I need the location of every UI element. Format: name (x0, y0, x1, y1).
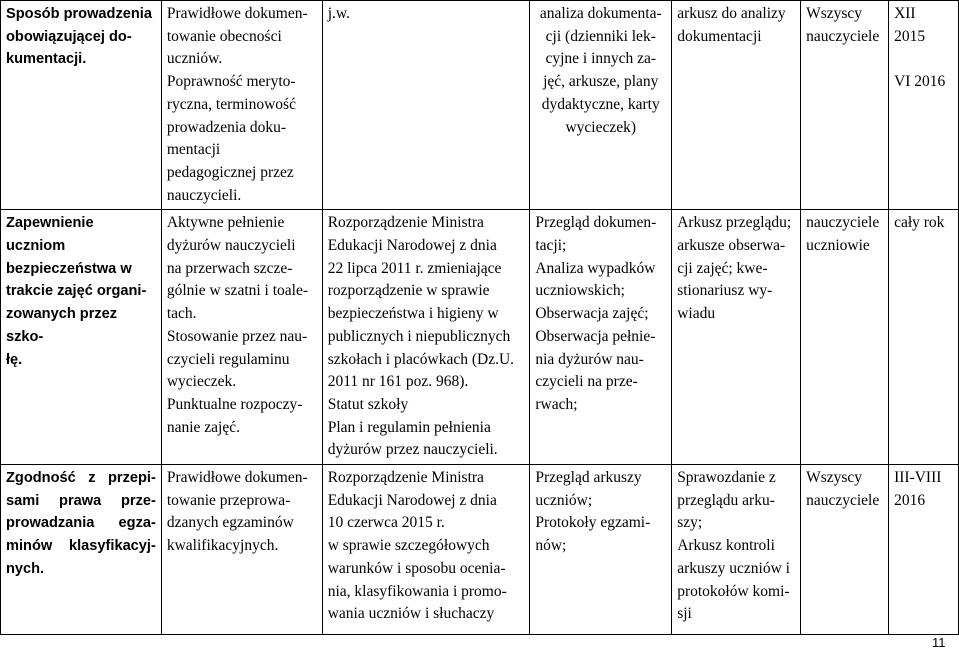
cell-text-line: j.w. (327, 5, 350, 22)
cell-text-line: prowadzania egza- (6, 515, 156, 532)
page-number: 11 (932, 635, 946, 650)
cell-text-line: nia dyżurów nau- (535, 350, 644, 368)
cell-text-line: cyjne i innych za- (545, 50, 657, 68)
cell-text-line: jęć, arkusze, plany (543, 73, 659, 91)
cell-text-line: kumentacji. (6, 51, 87, 68)
cell-text-line: pedagogicznej przez (166, 163, 294, 181)
cell-text-line: 2016 (894, 491, 926, 509)
cell-text-line: szkołach i placówkach (Dz.U. (327, 350, 515, 368)
cell-text-line: Arkusz przeglądu; (677, 214, 792, 232)
row2-criteria-cell (161, 210, 322, 465)
cell-text-line: Przegląd dokumen- (535, 214, 657, 232)
cell-text-line: III-VIII (894, 469, 942, 487)
row1-tool-cell (672, 1, 801, 210)
cell-text-line: Prawidłowe dokumen- (166, 469, 308, 487)
cell-text-line: trakcie zajęć organi- (6, 283, 147, 300)
cell-text-line: nanie zajęć. (166, 418, 240, 436)
row3-criteria-cell (161, 465, 322, 635)
cell-text-line: Poprawność meryto- (166, 73, 296, 91)
cell-text-line: uczniów; (535, 491, 593, 509)
cell-text-line: Prawidłowe dokumen- (166, 5, 308, 22)
cell-text-line: dokumentacji (677, 27, 762, 45)
cell-text-line: VI 2016 (894, 73, 946, 91)
cell-text-line: nauczyciele (806, 27, 880, 45)
cell-text-line: czycieli na prze- (535, 373, 638, 391)
row2-term-cell (889, 210, 959, 465)
cell-text-line: wania uczniów i słuchaczy (327, 605, 495, 623)
cell-text-line: tacji; (535, 237, 567, 255)
cell-text-line: nauczyciele (806, 214, 880, 232)
table-row (1, 465, 959, 635)
cell-text-line: mentacji (166, 141, 221, 159)
cell-text-line: Edukacji Narodowej z dnia (327, 237, 497, 255)
cell-text-line: Aktywne pełnienie (166, 214, 285, 232)
cell-text-line: cały rok (894, 214, 945, 232)
cell-text-line: Zgodność z przepi- (6, 470, 156, 487)
cell-text-line: XII (894, 5, 916, 22)
cell-text-line: Sprawozdanie z (677, 469, 776, 487)
cell-text-line: łę. (6, 351, 23, 368)
cell-text-line: 2011 nr 161 poz. 968). (327, 373, 469, 391)
row3-term-cell (889, 465, 959, 635)
cell-text-line: Stosowanie przez nau- (166, 327, 308, 345)
cell-text-line: 2015 (894, 27, 926, 45)
cell-text-line: w sprawie szczegółowych (327, 537, 490, 555)
cell-text-line: prowadzenia doku- (166, 118, 287, 136)
cell-text-line: nauczycieli. (166, 186, 242, 204)
table-row (1, 210, 959, 465)
cell-text-line: Wszyscy (806, 5, 863, 22)
row3-participants-cell (801, 465, 889, 635)
cell-text-line: Sposób prowadzenia (6, 6, 152, 22)
cell-text-line: nów; (535, 537, 567, 555)
cell-text-line: cji (dzienniki lek- (545, 27, 656, 45)
row3-area-cell (1, 465, 162, 635)
cell-text-line: warunków i sposobu ocenia- (327, 559, 506, 577)
cell-text-line: Plan i regulamin pełnienia (327, 418, 491, 436)
cell-text-line: Protokoły egzami- (535, 514, 651, 532)
row1-area-cell (1, 1, 162, 210)
cell-text-line: arkusze obserwa- (677, 237, 786, 255)
cell-text-line: Obserwacja zajęć; (535, 305, 649, 323)
row3-legal-basis-cell (322, 465, 530, 635)
row3-tool-cell (672, 465, 801, 635)
cell-text-line: nia, klasyfikowania i promo- (327, 582, 507, 600)
table-row (1, 1, 959, 210)
cell-text-line: uczniowie (806, 237, 870, 255)
row1-legal-basis-cell (322, 1, 530, 210)
cell-text-line: wiadu (677, 305, 716, 323)
cell-text-line: analiza dokumenta- (539, 5, 662, 22)
cell-text-line: dyżurów przez nauczycieli. (327, 441, 498, 459)
cell-text-line: wycieczek) (565, 118, 637, 136)
cell-text-line: dyżurów nauczycieli (166, 237, 296, 255)
row2-area-cell (1, 210, 162, 465)
cell-text-line: protokołów komi- (677, 582, 790, 600)
cell-text-line: uczniów. (166, 50, 223, 68)
cell-text-line: arkusz do analizy (677, 5, 786, 22)
cell-text-line: Statut szkoły (327, 395, 409, 413)
cell-text-line: towanie przeprowa- (166, 491, 291, 509)
cell-text-line: towanie obecności (166, 27, 282, 45)
cell-text-line: stionariusz wy- (677, 282, 773, 300)
row1-method-cell (530, 1, 672, 210)
row2-tool-cell (672, 210, 801, 465)
cell-text-line: bezpieczeństwa i higieny w (327, 305, 499, 323)
cell-text-line: dzanych egzaminów (166, 514, 294, 532)
cell-text-line: szy; (677, 514, 703, 532)
row2-method-cell (530, 210, 672, 465)
row1-term-cell (889, 1, 959, 210)
row1-participants-cell (801, 1, 889, 210)
cell-text-line: 10 czerwca 2015 r. (327, 514, 445, 532)
cell-text-line: minów klasyfikacyj- (6, 538, 156, 555)
row3-method-cell (530, 465, 672, 635)
cell-text-line: rozporządzenie w sprawie (327, 282, 490, 300)
cell-text-line: cji zajęć; kwe- (677, 259, 768, 277)
cell-text-line: Zapewnienie uczniom (6, 215, 94, 255)
cell-text-line: Rozporządzenie Ministra (327, 214, 484, 232)
cell-text-line: Wszyscy (806, 469, 863, 487)
cell-text-line: 22 lipca 2011 r. zmieniające (327, 259, 502, 277)
cell-text-line: przeglądu arku- (677, 491, 775, 509)
cell-text-line: tach. (166, 305, 197, 323)
cell-text-line: bezpieczeństwa w (6, 260, 132, 277)
cell-text-line: Arkusz kontroli (677, 537, 775, 555)
cell-text-line: rwach; (535, 395, 578, 413)
cell-text-line: Punktualne rozpoczy- (166, 395, 303, 413)
cell-text-line: publicznych i niepublicznych (327, 327, 511, 345)
cell-text-line: uczniowskich; (535, 282, 625, 300)
row2-legal-basis-cell (322, 210, 530, 465)
cell-text-line (894, 48, 953, 71)
cell-text-line: kwalifikacyjnych. (166, 537, 279, 555)
cell-text-line: Edukacji Narodowej z dnia (327, 491, 497, 509)
cell-text-line: obowiązującej do- (6, 28, 132, 45)
cell-text-line: wycieczek. (166, 373, 237, 391)
cell-text-line: czycieli regulaminu (166, 350, 290, 368)
cell-text-line: nauczyciele (806, 491, 880, 509)
cell-text-line: na przerwach szcze- (166, 259, 293, 277)
cell-text-line: ryczna, terminowość (166, 95, 296, 113)
row1-criteria-cell (161, 1, 322, 210)
cell-text-line: zowanych przez szko- (6, 306, 118, 345)
cell-text-line: nych. (6, 560, 45, 577)
cell-text-line: sji (677, 605, 692, 623)
cell-text-line: gólnie w szatni i toale- (166, 282, 309, 300)
cell-text-line: Rozporządzenie Ministra (327, 469, 484, 487)
cell-text-line: Przegląd arkuszy (535, 469, 642, 487)
cell-text-line: Analiza wypadków (535, 259, 656, 277)
cell-text-line: arkuszy uczniów i (677, 559, 790, 577)
row2-participants-cell (801, 210, 889, 465)
cell-text-line: Obserwacja pełnie- (535, 327, 656, 345)
cell-text-line: dydaktyczne, karty (541, 95, 660, 113)
cell-text-line: sami prawa prze- (6, 492, 156, 509)
